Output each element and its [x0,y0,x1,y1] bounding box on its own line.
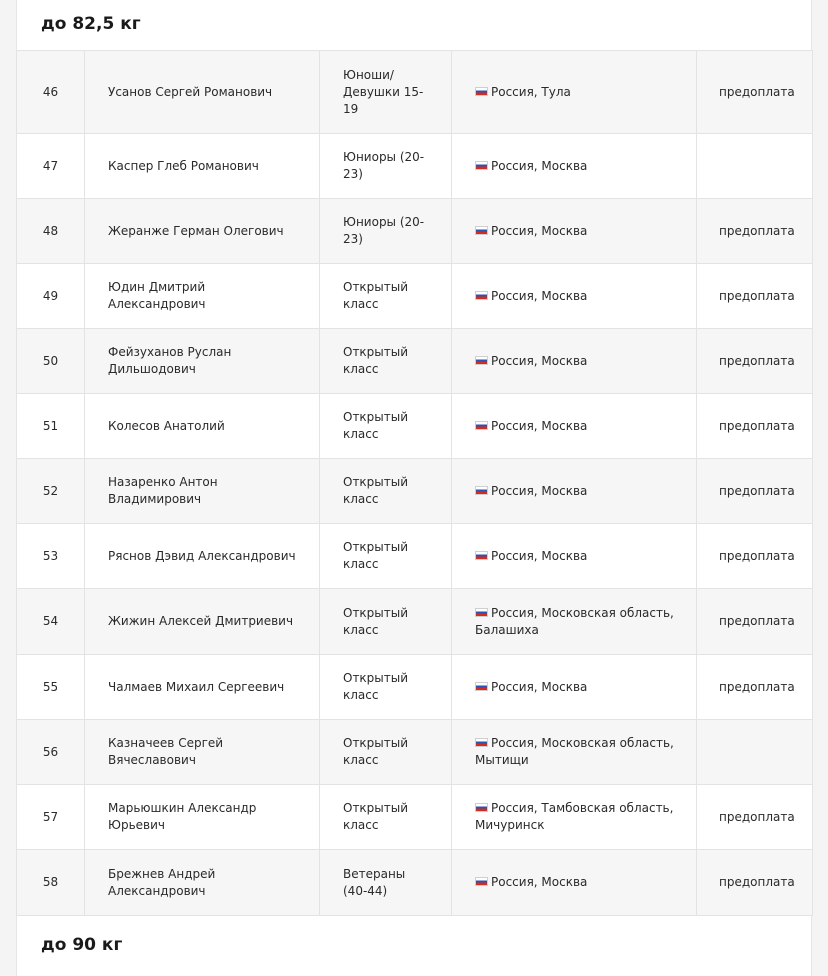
participant-name: Колесов Анатолий [85,394,320,459]
payment-status: предоплата [697,785,813,850]
payment-status: предоплата [697,329,813,394]
participant-division: Открытый класс [320,720,452,785]
participant-location [452,655,697,720]
location-text: Россия, Московская область, Балашиха [475,605,674,637]
participant-number: 52 [17,459,85,524]
russia-flag-icon [475,738,488,747]
payment-status: предоплата [697,51,813,134]
location-text: Россия, Москва [491,548,588,563]
participant-number: 54 [17,589,85,655]
participant-name: Жеранже Герман Олегович [85,199,320,264]
participant-number: 50 [17,329,85,394]
participant-number: 55 [17,655,85,720]
russia-flag-icon [475,682,488,691]
participant-division: Открытый класс [320,524,452,589]
participant-division: Открытый класс [320,459,452,524]
location-text: Россия, Тамбовская область, Мичуринск [475,801,674,832]
participant-number: 47 [17,134,85,199]
participant-name: Казначеев Сергей Вячеславович [85,720,320,785]
table-row [17,394,813,459]
participant-location [452,459,697,524]
participant-location [452,850,697,916]
weight-class-heading: до 82,5 кг [16,0,812,50]
participant-location [452,524,697,589]
table-row [17,199,813,264]
russia-flag-icon [475,608,488,617]
russia-flag-icon [475,87,488,96]
participant-division: Открытый класс [320,589,452,655]
participant-name: Брежнев Андрей Александрович [85,850,320,916]
table-row [17,134,813,199]
russia-flag-icon [475,877,488,886]
payment-status: предоплата [697,459,813,524]
participant-name: Ряснов Дэвид Александрович [85,524,320,589]
table-row [17,264,813,329]
participants-table [16,50,813,916]
table-row [17,655,813,720]
russia-flag-icon [475,161,488,170]
participant-division: Открытый класс [320,394,452,459]
russia-flag-icon [475,551,488,560]
participant-division: Открытый класс [320,785,452,850]
table-row [17,524,813,589]
payment-status: предоплата [697,394,813,459]
participant-division: Юноши/ Девушки 15-19 [320,51,452,134]
location-text: Россия, Москва [491,353,588,368]
participant-location [452,264,697,329]
russia-flag-icon [475,803,488,812]
table-row [17,589,813,655]
payment-status: предоплата [697,524,813,589]
russia-flag-icon [475,291,488,300]
table-row [17,720,813,785]
location-text: Россия, Москва [491,418,588,433]
participant-name: Усанов Сергей Романович [85,51,320,134]
participant-division: Открытый класс [320,655,452,720]
participant-location [452,199,697,264]
payment-status: предоплата [697,655,813,720]
table-row [17,850,813,916]
participant-number: 56 [17,720,85,785]
participant-number: 58 [17,850,85,916]
location-text: Россия, Московская область, Мытищи [475,736,674,767]
payment-status: предоплата [697,264,813,329]
location-text: Россия, Москва [491,483,588,498]
participant-name: Юдин Дмитрий Александрович [85,264,320,329]
russia-flag-icon [475,421,488,430]
participant-number: 57 [17,785,85,850]
participant-location [452,51,697,134]
russia-flag-icon [475,226,488,235]
participant-name: Чалмаев Михаил Сергеевич [85,655,320,720]
participant-number: 49 [17,264,85,329]
participant-number: 51 [17,394,85,459]
payment-status: предоплата [697,850,813,916]
table-row [17,51,813,134]
participant-division: Открытый класс [320,329,452,394]
participant-location [452,394,697,459]
payment-status [697,720,813,785]
weight-class-heading: до 90 кг [16,916,812,976]
location-text: Россия, Москва [491,158,588,173]
location-text: Россия, Москва [491,288,588,303]
participant-number: 48 [17,199,85,264]
participant-division: Юниоры (20-23) [320,134,452,199]
participant-location [452,589,697,655]
payment-status [697,134,813,199]
russia-flag-icon [475,486,488,495]
location-text: Россия, Тула [491,84,571,99]
location-text: Россия, Москва [491,679,588,694]
participant-name: Каспер Глеб Романович [85,134,320,199]
participant-number: 46 [17,51,85,134]
table-row [17,459,813,524]
participant-name: Фейзуханов Руслан Дильшодович [85,329,320,394]
payment-status: предоплата [697,199,813,264]
participant-number: 53 [17,524,85,589]
participant-division: Открытый класс [320,264,452,329]
participant-location [452,720,697,785]
participant-location [452,329,697,394]
location-text: Россия, Москва [491,223,588,238]
table-row [17,785,813,850]
participant-location [452,134,697,199]
russia-flag-icon [475,356,488,365]
participant-name: Назаренко Антон Владимирович [85,459,320,524]
table-row [17,329,813,394]
participant-division: Юниоры (20-23) [320,199,452,264]
participant-name: Жижин Алексей Дмитриевич [85,589,320,655]
results-panel [16,0,812,976]
payment-status: предоплата [697,589,813,655]
participant-division: Ветераны (40-44) [320,850,452,916]
participant-name: Марьюшкин Александр Юрьевич [85,785,320,850]
location-text: Россия, Москва [491,875,588,889]
participant-location [452,785,697,850]
